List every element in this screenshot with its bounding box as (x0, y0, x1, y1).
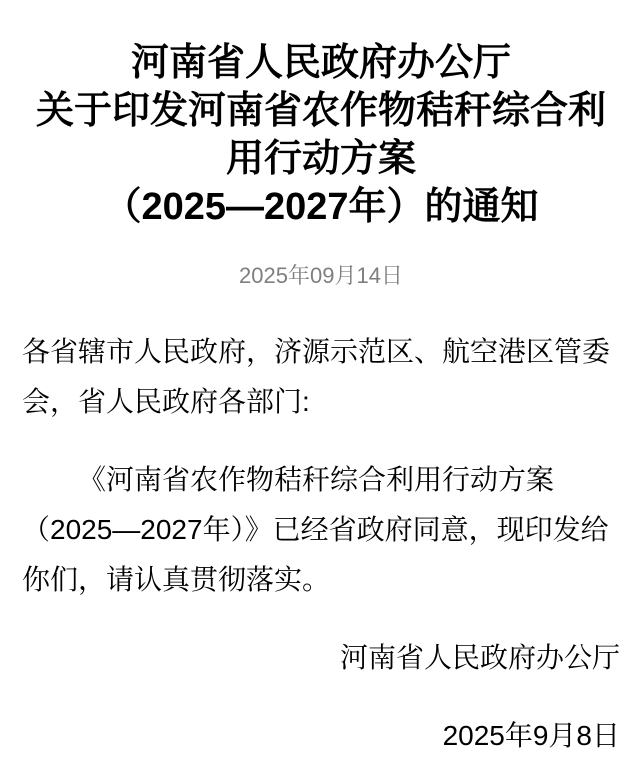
publish-date: 2025年09月14日 (239, 263, 403, 289)
signature-issuer: 河南省人民政府办公厅 (339, 642, 620, 674)
addressee-paragraph: 各省辖市人民政府，济源示范区、航空港区管委会，省人民政府各部门: (22, 336, 611, 418)
document-title-line-1: 河南省人民政府办公厅 (130, 42, 511, 85)
body-paragraph: 《河南省农作物秸秆综合利用行动方案（2025—2027年）》已经省政府同意，现印发给你们，请认真贯彻落实。 (22, 464, 609, 596)
document-title-line-3: （2025—2027年）的通知 (103, 186, 539, 229)
signature-date: 2025年9月8日 (442, 720, 620, 752)
document-title-line-2: 关于印发河南省农作物秸秆综合利用行动方案 (35, 90, 606, 181)
document-title (22, 39, 620, 231)
